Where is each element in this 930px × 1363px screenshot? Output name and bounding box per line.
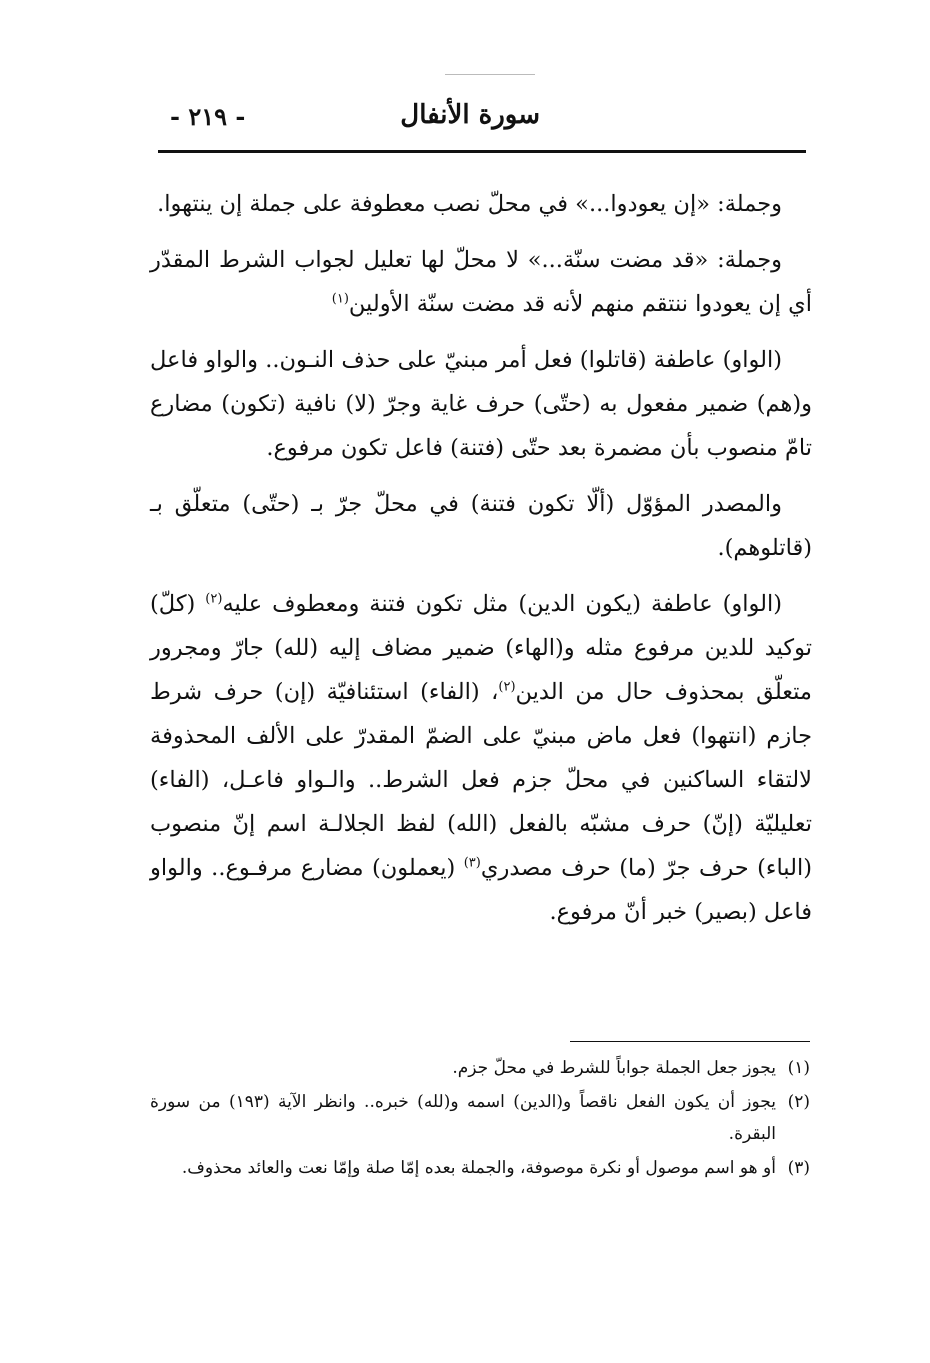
- footnotes: [150, 1052, 810, 1186]
- footnote-text: أو هو اسم موصول أو نكرة موصوفة، والجملة بعده إمّا صلة وإمّا نعت والعائد محذوف.: [181, 1158, 776, 1178]
- paragraph: وجملة: «قد مضت سنّة...» لا محلّ لها تعليل لجواب الشرط المقدّر أي إن يعودوا ننتقم منهم لأنه قد مضت سنّة الأولين$^{(١)}$: [150, 247, 812, 317]
- footnote: [150, 1152, 810, 1184]
- footnote-number: (٢): [787, 1092, 810, 1112]
- main-text: [150, 182, 812, 942]
- paragraph: وجملة: «إن يعودوا...» في محلّ نصب معطوفة على جملة إن ينتهوا.: [157, 191, 782, 217]
- paragraph: والمصدر المؤوّل (ألّا تكون فتنة) في محلّ جرّ بـ (حتّى) متعلّق بـ (قاتلوهم).: [150, 491, 812, 561]
- footnote-number: (٣): [787, 1158, 810, 1178]
- paragraph: (الواو) عاطفة (قاتلوا) فعل أمر مبنيّ على حذف النـون.. والواو فاعل و(هم) ضمير مفعول به (حتّى) حرف غاية وجرّ (لا) نافية (تكون) مضارع تامّ منصوب بأن مضمرة بعد حتّى (فتنة) فاعل تكون مرفوع.: [150, 347, 812, 461]
- header-divider: [158, 150, 806, 153]
- footnote-ref[interactable]: (١): [331, 291, 349, 307]
- footnote-text: يجوز أن يكون الفعل ناقصاً و(الدين) اسمه و(لله) خبره.. وانظر الآية (١٩٣) من سورة البقرة.: [150, 1092, 776, 1144]
- paragraph: (الواو) عاطفة (يكون الدين) مثل تكون فتنة ومعطوف عليه$^{(٢)}$ (كلّ) توكيد للدين مرفوع مثله و(الهاء) ضمير مضاف إليه (لله) جارّ ومجرور متعلّق بمحذوف حال من الدين$^{(٢)}$، (الفاء) استئنافيّة (إن) حرف شرط جازم (انتهوا) فعل ماض مبنيّ على الضمّ المقدرّ على الألف المحذوفة لالتقاء الساكنين في محلّ جزم فعل الشرط.. والـواو فاعـل، (الفاء) تعليليّة (إنّ) حرف مشبّه بالفعل (الله) لفظ الجلالـة اسم إنّ منصوب (الباء) حرف جرّ (ما) حرف مصدري$^{(٣)}$ (يعملون) مضارع مرفـوع.. والواو فاعل (بصير) خبر أنّ مرفوع.: [150, 591, 812, 925]
- footnote: [150, 1052, 810, 1084]
- footnote: [150, 1086, 810, 1150]
- footnote-ref[interactable]: (٢): [205, 591, 223, 607]
- footnote-number: (١): [787, 1058, 810, 1078]
- footnote-divider: [570, 1041, 810, 1042]
- page-number: - ٢١٩ -: [170, 102, 246, 131]
- footnote-ref[interactable]: (٢): [498, 679, 516, 695]
- footnote-text: يجوز جعل الجملة جواباً للشرط في محلّ جزم.: [452, 1058, 776, 1078]
- top-faint-line: [445, 74, 535, 75]
- running-header: [150, 96, 810, 146]
- footnote-ref[interactable]: (٣): [463, 855, 481, 871]
- surah-title: سورة الأنفال: [400, 100, 540, 130]
